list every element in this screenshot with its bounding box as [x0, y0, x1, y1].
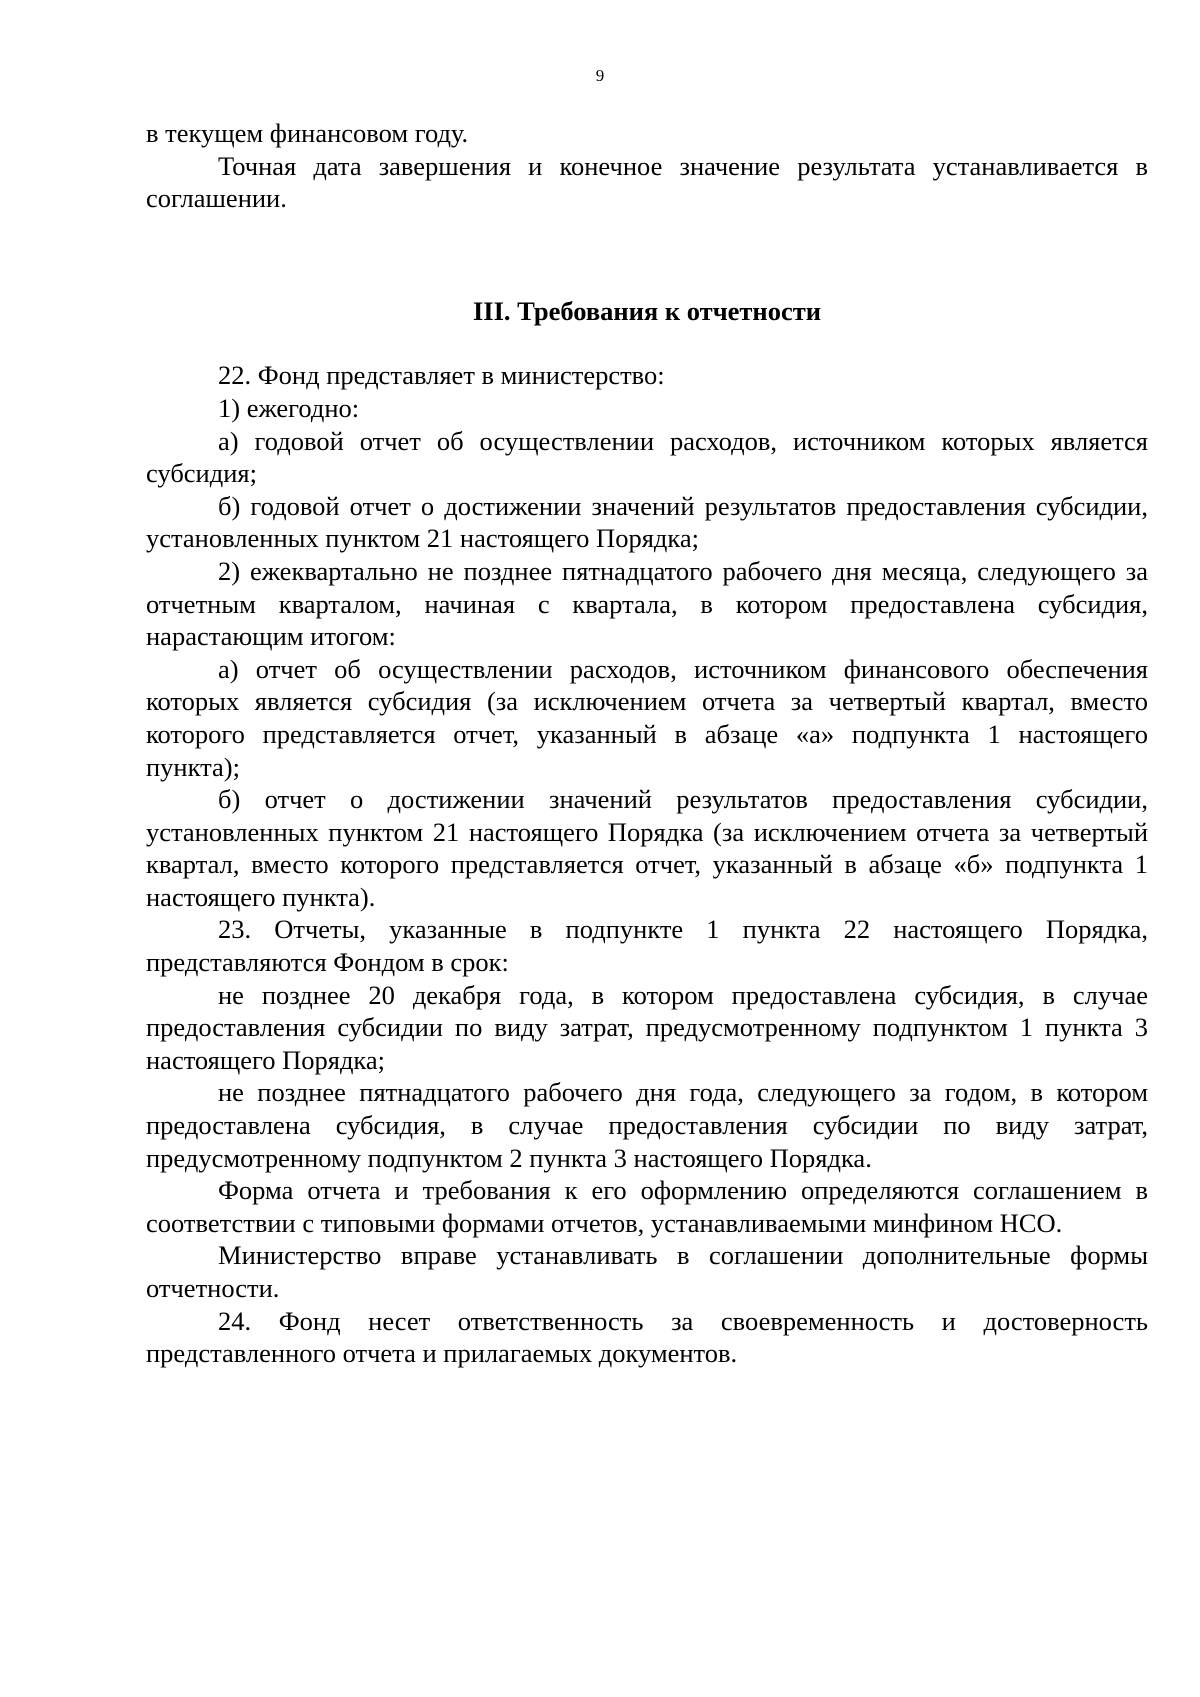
- paragraph: Форма отчета и требования к его оформлению определяются соглашением в соответствии с типовыми формами отчетов, устанавливаемыми минфином НСО.: [146, 1175, 1148, 1238]
- paragraph: в текущем финансовом году.: [146, 118, 469, 148]
- section-heading: III. Требования к отчетности: [472, 295, 821, 326]
- spacer: [146, 327, 1148, 359]
- paragraph: а) отчет об осуществлении расходов, источником финансового обеспечения которых является субсидия (за исключением отчета за четвертый квартал, вместо которого представляется отчет, указанный в абзаце «а» подпункта 1 настоящего пункта);: [146, 653, 1148, 782]
- paragraph: а) годовой отчет об осуществлении расходов, источником которых является субсидия;: [146, 425, 1148, 489]
- paragraph: не позднее 20 декабря года, в котором предоставлена субсидия, в случае предоставления субсидии по виду затрат, предусмотренному подпунктом 1 пункта 3 настоящего Порядка;: [146, 979, 1148, 1075]
- paragraph: не позднее пятнадцатого рабочего дня года, следующего за годом, в котором предоставлена субсидия, в случае предоставления субсидии по виду затрат, предусмотренному подпунктом 2 пункта 3 настоящего Порядка.: [146, 1077, 1148, 1173]
- spacer: [146, 215, 1148, 295]
- document-body: [146, 117, 1148, 1370]
- paragraph: 22. Фонд представляет в министерство:: [218, 360, 665, 391]
- paragraph: б) отчет о достижении значений результатов предоставления субсидии, установленных пунктом 21 настоящего Порядка (за исключением отчета за четвертый квартал, вместо которого представляется отчет, указанный в абзаце «б» подпункта 1 настоящего пункта).: [146, 784, 1148, 912]
- paragraph: 1) ежегодно:: [218, 392, 360, 423]
- paragraph: 2) ежеквартально не позднее пятнадцатого рабочего дня месяца, следующего за отчетным кварталом, начиная с квартала, в котором предоставлена субсидия, нарастающим итогом:: [146, 555, 1148, 652]
- page-number: 9: [595, 66, 605, 85]
- paragraph: 23. Отчеты, указанные в подпункте 1 пункта 22 настоящего Порядка, представляются Фондом в срок:: [146, 914, 1148, 978]
- paragraph: б) годовой отчет о достижении значений результатов предоставления субсидии, установленных пунктом 21 настоящего Порядка;: [146, 490, 1148, 554]
- paragraph: Министерство вправе устанавливать в соглашении дополнительные формы отчетности.: [146, 1240, 1148, 1303]
- paragraph: Точная дата завершения и конечное значение результата устанавливается в соглашении.: [146, 150, 1148, 214]
- paragraph: 24. Фонд несет ответственность за своевременность и достоверность представленного отчета и прилагаемых документов.: [146, 1305, 1148, 1369]
